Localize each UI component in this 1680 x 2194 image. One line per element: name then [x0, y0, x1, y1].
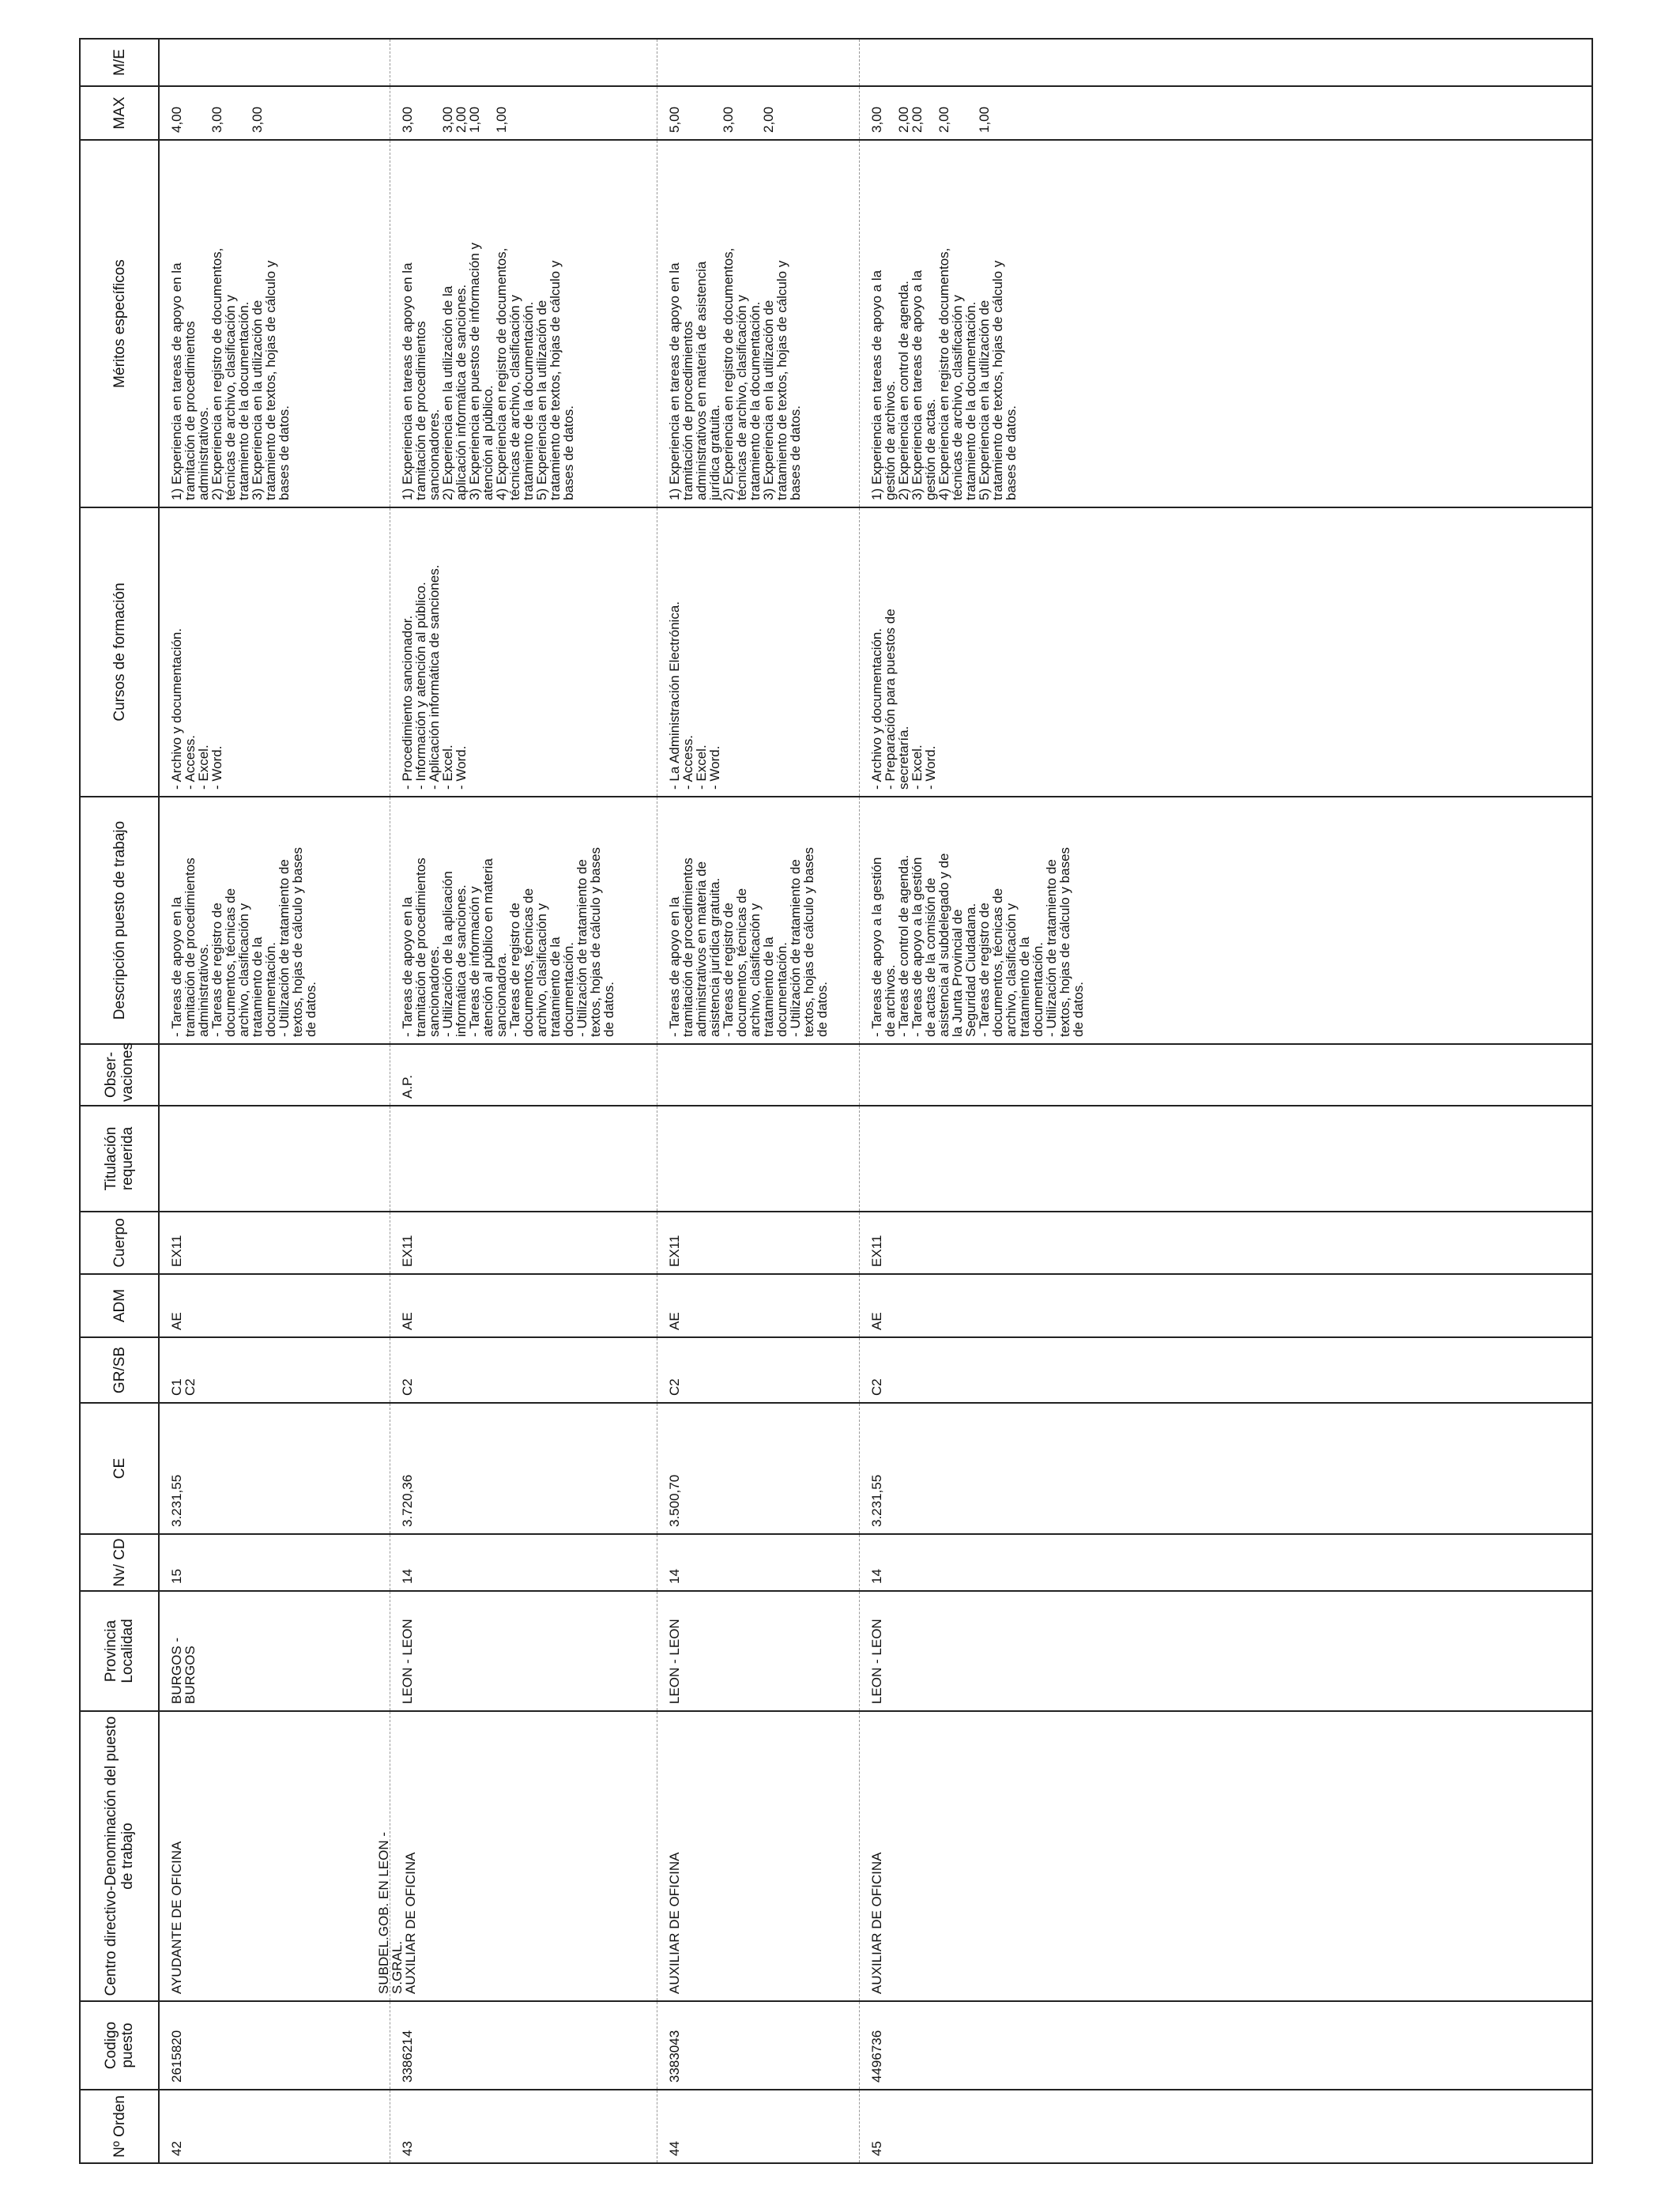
cell-grupo: C1 C2	[159, 1337, 390, 1403]
cell-cursos: - Archivo y documentación. - Preparación para puestos de secretaría. - Excel. - Word.	[859, 507, 1592, 797]
cell-descripcion: - Tareas de apoyo a la gestión de archivos. - Tareas de control de agenda. - Tareas de apoyo a la gestión de actas de la comisión de asistencia al subdelegado y de la Junta Provincial de Seguridad Ciudadana. - Tareas de registro de documentos, técnicas de archivo, clasificación y tratamiento de la documentación. - Utilización de tratamiento de textos, hojas de cálculo y bases de datos.	[859, 797, 1592, 1044]
cell-ce: 3.500,70	[657, 1403, 859, 1534]
cell-centro	[657, 1711, 859, 2001]
header-orden: Nº Orden	[80, 2090, 159, 2163]
cell-nivel: 15	[159, 1534, 390, 1591]
cell-centro-denominacion: AUXILIAR DE OFICINA	[402, 1852, 418, 1994]
cell-centro	[375, 1711, 657, 2001]
cell-meritos: 1) Experiencia en tareas de apoyo a la gestión de archivos. 2) Experiencia en control de agenda. 3) Experiencia en tareas de apoyo a la gestión de actas. 4) Experiencia en registro de documentos, técnicas de archivo, clasificación y tratamiento de la documentación. 5) Experiencia en la utilización de tratamiento de textos, hojas de cálculo y bases de datos.	[859, 140, 1592, 507]
cell-cuerpo: EX11	[390, 1212, 657, 1274]
cell-centro	[859, 1711, 1592, 2001]
cell-provincia: LEON - LEON	[390, 1591, 657, 1711]
cell-observaciones: A.P.	[390, 1044, 657, 1106]
cell-adm: AE	[859, 1274, 1592, 1337]
cell-nivel: 14	[657, 1534, 859, 1591]
cell-descripcion: - Tareas de apoyo en la tramitación de procedimientos administrativos. - Tareas de registro de documentos, técnicas de archivo, clasificación y tratamiento de la documentación. - Utilización de tratamiento de textos, hojas de cálculo y bases de datos.	[159, 797, 390, 1044]
cell-orden: 45	[859, 2090, 1592, 2163]
cell-provincia: BURGOS - BURGOS	[159, 1591, 390, 1711]
positions-table-wrapper	[79, 40, 1591, 2164]
cell-meritos: 1) Experiencia en tareas de apoyo en la tramitación de procedimientos sancionadores. 2) Experiencia en la utilización de la aplicación informática de sanciones. 3) Experiencia en puestos de información y atención al público. 4) Experiencia en registro de documentos, técnicas de archivo, clasificación y tratamiento de la documentación. 5) Experiencia en la utilización de tratamiento de textos, hojas de cálculo y bases de datos.	[390, 140, 657, 507]
cell-titulacion	[390, 1106, 657, 1212]
cell-descripcion: - Tareas de apoyo en la tramitación de procedimientos sancionadores. - Utilización de la aplicación informática de sanciones. - Tareas de información y atención al público en materia sancionadora. - Tareas de registro de documentos, técnicas de archivo, clasificación y tratamiento de la documentación. - Utilización de tratamiento de textos, hojas de cálculo y bases de datos.	[390, 797, 657, 1044]
cell-cursos: - Archivo y documentación. - Access. - Excel. - Word.	[159, 507, 390, 797]
header-centro: Centro directivo-Denominación del puesto de trabajo	[80, 1711, 159, 2001]
header-titulacion: Titulación requerida	[80, 1106, 159, 1212]
header-descripcion: Descripción puesto de trabajo	[80, 797, 159, 1044]
cell-nivel: 14	[390, 1534, 657, 1591]
cell-centro-subdelegacion: SUBDEL.GOB. EN LEON - S.GRAL.	[375, 1832, 405, 1994]
cell-max: 3,00 2,00 2,00 2,00 1,00	[859, 86, 1592, 140]
cell-max: 5,00 3,00 2,00	[657, 86, 859, 140]
cell-nivel: 14	[859, 1534, 1592, 1591]
cell-titulacion	[159, 1106, 390, 1212]
cell-cursos: - Procedimiento sancionador. - Información y atención al público. - Aplicación informática de sanciones. - Excel. - Word.	[390, 507, 657, 797]
header-ce: CE	[80, 1403, 159, 1534]
cell-observaciones	[859, 1044, 1592, 1106]
table-row	[657, 39, 859, 2163]
cell-centro	[159, 1711, 390, 2001]
cell-ce: 3.231,55	[859, 1403, 1592, 1534]
table-row	[159, 39, 390, 2163]
cell-centro-denominacion: AUXILIAR DE OFICINA	[666, 1852, 682, 1994]
header-me: M/E	[80, 39, 159, 86]
header-max: MAX	[80, 86, 159, 140]
cell-descripcion: - Tareas de apoyo en la tramitación de procedimientos administrativos en materia de asistencia jurídica gratuita. - Tareas de registro de documentos, técnicas de archivo, clasificación y tratamiento de la documentación. - Utilización de tratamiento de textos, hojas de cálculo y bases de datos.	[657, 797, 859, 1044]
header-meritos: Méritos específicos	[80, 140, 159, 507]
cell-observaciones	[657, 1044, 859, 1106]
cell-centro-denominacion: AUXILIAR DE OFICINA	[868, 1852, 884, 1994]
header-adm: ADM	[80, 1274, 159, 1337]
cell-codigo: 3386214	[390, 2001, 657, 2090]
cell-adm: AE	[159, 1274, 390, 1337]
cell-grupo: C2	[390, 1337, 657, 1403]
cell-adm: AE	[657, 1274, 859, 1337]
table-row	[859, 39, 1592, 2163]
cell-orden: 42	[159, 2090, 390, 2163]
positions-table	[79, 38, 1593, 2164]
header-nivel: Nv/ CD	[80, 1534, 159, 1591]
cell-grupo: C2	[657, 1337, 859, 1403]
cell-codigo: 4496736	[859, 2001, 1592, 2090]
header-provincia: Provincia Localidad	[80, 1591, 159, 1711]
cell-me	[657, 39, 859, 86]
cell-codigo: 3383043	[657, 2001, 859, 2090]
header-cursos: Cursos de formación	[80, 507, 159, 797]
header-cuerpo: Cuerpo	[80, 1212, 159, 1274]
cell-me	[159, 39, 390, 86]
cell-max: 3,00 3,00 2,00 1,00 1,00	[390, 86, 657, 140]
cell-adm: AE	[390, 1274, 657, 1337]
cell-cursos: - La Administración Electrónica. - Access. - Excel. - Word.	[657, 507, 859, 797]
cell-codigo: 2615820	[159, 2001, 390, 2090]
table-row	[390, 39, 657, 2163]
cell-orden: 43	[390, 2090, 657, 2163]
cell-me	[390, 39, 657, 86]
cell-provincia: LEON - LEON	[657, 1591, 859, 1711]
cell-cuerpo: EX11	[159, 1212, 390, 1274]
cell-observaciones	[159, 1044, 390, 1106]
header-codigo: Codigo puesto	[80, 2001, 159, 2090]
cell-ce: 3.231,55	[159, 1403, 390, 1534]
cell-titulacion	[859, 1106, 1592, 1212]
cell-titulacion	[657, 1106, 859, 1212]
cell-meritos: 1) Experiencia en tareas de apoyo en la tramitación de procedimientos administrativos en materia de asistencia jurídica gratuita. 2) Experiencia en registro de documentos, técnicas de archivo, clasificación y tratamiento de la documentación. 3) Experiencia en la utilización de tratamiento de textos, hojas de cálculo y bases de datos.	[657, 140, 859, 507]
cell-provincia: LEON - LEON	[859, 1591, 1592, 1711]
cell-max: 4,00 3,00 3,00	[159, 86, 390, 140]
cell-orden: 44	[657, 2090, 859, 2163]
cell-grupo: C2	[859, 1337, 1592, 1403]
header-observaciones: Obser-vaciones	[80, 1044, 159, 1106]
header-row	[80, 39, 159, 2163]
cell-centro-denominacion: AYUDANTE DE OFICINA	[169, 1841, 184, 1994]
cell-meritos: 1) Experiencia en tareas de apoyo en la tramitación de procedimientos administrativos. 2) Experiencia en registro de documentos, técnicas de archivo, clasificación y tratamiento de la documentación. 3) Experiencia en la utilización de tratamiento de textos, hojas de cálculo y bases de datos.	[159, 140, 390, 507]
cell-ce: 3.720,36	[390, 1403, 657, 1534]
cell-cuerpo: EX11	[859, 1212, 1592, 1274]
cell-me	[859, 39, 1592, 86]
header-grupo: GR/SB	[80, 1337, 159, 1403]
cell-cuerpo: EX11	[657, 1212, 859, 1274]
